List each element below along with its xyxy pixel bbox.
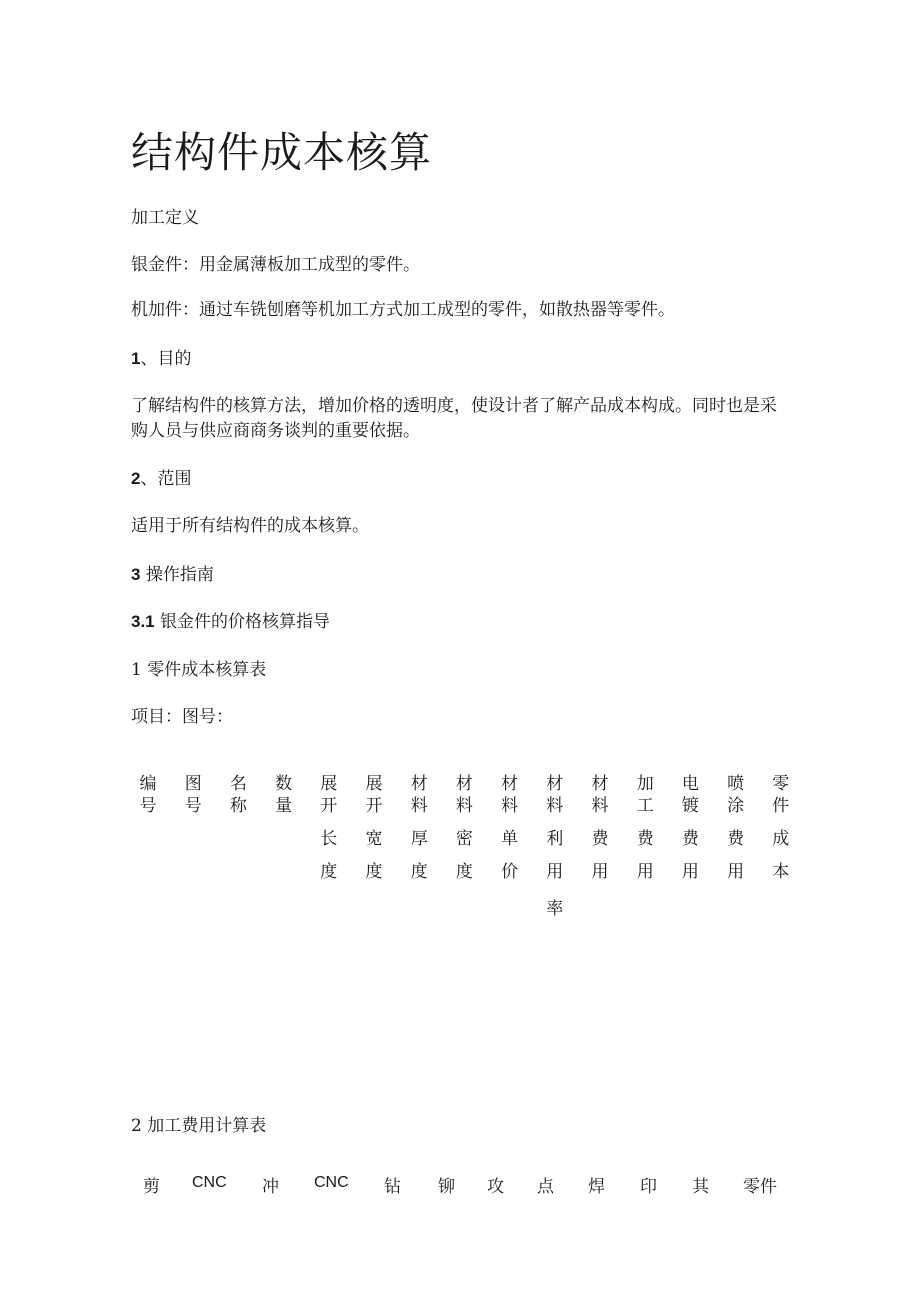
section-number: 1 [131, 349, 141, 368]
header-char: 名 [229, 774, 247, 794]
project-line: 项目：图号： [131, 707, 233, 727]
table2-column-header: 钻 [384, 1177, 401, 1197]
header-char: 度 [455, 862, 473, 882]
table1-title: 1 零件成本核算表 [131, 660, 267, 680]
subsection-heading [131, 609, 791, 635]
header-char: 率 [546, 899, 564, 919]
header-char: 镀 [681, 796, 699, 816]
table2-column-header: 印 [640, 1177, 657, 1197]
header-char: 材 [501, 774, 519, 794]
header-char: 材 [546, 774, 564, 794]
header-char: 宽 [365, 829, 383, 849]
table2-column-header: 焊 [588, 1177, 605, 1197]
table1-column-header [540, 773, 570, 920]
header-char: 用 [681, 862, 699, 882]
table1-column-header [404, 773, 434, 883]
header-char: 开 [365, 796, 383, 816]
header-char: 长 [320, 829, 338, 849]
table1-column-header [675, 773, 705, 883]
section-number: 2 [131, 469, 141, 488]
table2-column-header: 零件 [743, 1177, 777, 1197]
header-char: 密 [455, 829, 473, 849]
header-char: 量 [275, 796, 293, 816]
section-title: 操作指南 [140, 565, 214, 585]
table1-column-header [223, 773, 253, 817]
header-char: 料 [455, 796, 473, 816]
header-char: 展 [365, 774, 383, 794]
header-char: 利 [546, 829, 564, 849]
header-char: 用 [727, 862, 745, 882]
header-char: 料 [591, 796, 609, 816]
section-scope-heading [131, 466, 791, 492]
header-char: 料 [501, 796, 519, 816]
header-char: 零 [772, 774, 790, 794]
page-title: 结构件成本核算 [131, 128, 433, 177]
table2-column-header: 攻 [487, 1177, 504, 1197]
definition-heading: 加工定义 [131, 208, 199, 228]
header-char: 材 [410, 774, 428, 794]
table1-column-header [269, 773, 299, 817]
table2-column-header: 其 [692, 1177, 709, 1197]
header-char: 工 [636, 796, 654, 816]
scope-text: 适用于所有结构件的成本核算。 [131, 516, 369, 536]
section-number: 3 [131, 565, 141, 584]
header-char: 料 [410, 796, 428, 816]
header-char: 电 [681, 774, 699, 794]
table1-column-header [585, 773, 615, 883]
header-char: 件 [772, 796, 790, 816]
header-char: 单 [501, 829, 519, 849]
header-char: 料 [546, 796, 564, 816]
table1-column-header [449, 773, 479, 883]
header-char: 度 [410, 862, 428, 882]
header-char: 价 [501, 862, 519, 882]
header-char: 度 [320, 862, 338, 882]
header-char: 材 [591, 774, 609, 794]
header-char: 用 [591, 862, 609, 882]
table1-column-header [495, 773, 525, 883]
header-char: 厚 [410, 829, 428, 849]
table1-column-header [359, 773, 389, 883]
header-char: 度 [365, 862, 383, 882]
header-char: 称 [229, 796, 247, 816]
header-char: 用 [636, 862, 654, 882]
header-char: 图 [184, 774, 202, 794]
header-char: 用 [546, 862, 564, 882]
table2-column-header: CNC [192, 1174, 227, 1191]
header-char: 喷 [727, 774, 745, 794]
subsection-title: 银金件的价格核算指导 [154, 612, 331, 632]
table1-column-header [721, 773, 751, 883]
table2-column-header: 冲 [262, 1177, 279, 1197]
header-char: 费 [727, 829, 745, 849]
table2-column-header: 剪 [143, 1177, 160, 1197]
header-char: 开 [320, 796, 338, 816]
header-char: 号 [139, 796, 157, 816]
table2-column-header: 铆 [438, 1177, 455, 1197]
table1-column-header [630, 773, 660, 883]
header-char: 费 [636, 829, 654, 849]
header-char: 数 [275, 774, 293, 794]
table2-column-header: 点 [537, 1177, 554, 1197]
table1-column-header [133, 773, 163, 817]
sheet-metal-definition: 银金件：用金属薄板加工成型的零件。 [131, 255, 420, 275]
section-guide-heading [131, 562, 791, 588]
section-title: 、范围 [140, 469, 192, 489]
header-char: 费 [681, 829, 699, 849]
subsection-number: 3.1 [131, 612, 155, 631]
purpose-text: 了解结构件的核算方法，增加价格的透明度，使设计者了解产品成本构成。同时也是采购人员与供应商商务谈判的重要依据。 [131, 396, 777, 441]
header-char: 材 [455, 774, 473, 794]
section-title: 、目的 [140, 349, 192, 369]
table1-column-header [766, 773, 796, 883]
table1-column-header [314, 773, 344, 883]
header-char: 本 [772, 862, 790, 882]
machined-definition: 机加件：通过车铣刨磨等机加工方式加工成型的零件，如散热器等零件。 [131, 300, 675, 320]
header-char: 费 [591, 829, 609, 849]
table2-column-header: CNC [314, 1174, 349, 1191]
header-char: 涂 [727, 796, 745, 816]
header-char: 号 [184, 796, 202, 816]
table2-title: 2 加工费用计算表 [131, 1116, 267, 1136]
table1-column-header [178, 773, 208, 817]
section-purpose-heading [131, 346, 791, 372]
header-char: 展 [320, 774, 338, 794]
header-char: 编 [139, 774, 157, 794]
header-char: 成 [772, 829, 790, 849]
header-char: 加 [636, 774, 654, 794]
